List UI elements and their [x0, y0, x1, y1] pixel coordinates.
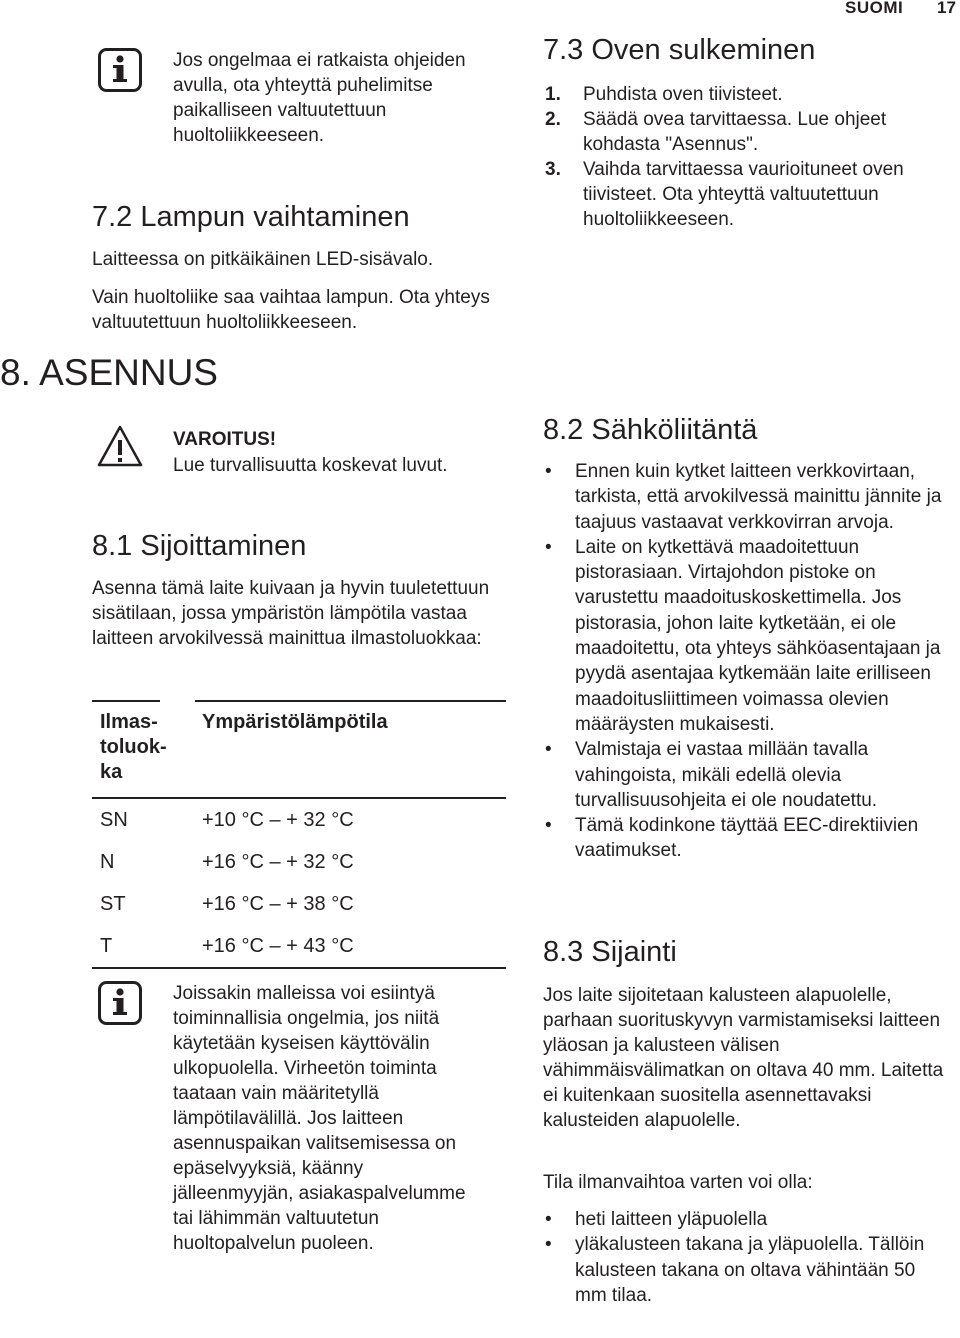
warning-title: VAROITUS!	[173, 429, 277, 450]
temp-cell: +10 °C – + 32 °C	[202, 808, 354, 831]
warning-text: Lue turvallisuutta koskevat luvut.	[173, 455, 448, 476]
temp-cell: +16 °C – + 32 °C	[202, 850, 354, 873]
class-cell: SN	[100, 808, 128, 831]
list-item: • heti laitteen yläpuolella	[545, 1209, 768, 1230]
heading-7-2: 7.2 Lampun vaihtaminen	[92, 201, 410, 233]
paragraph-placement: Asenna tämä laite kuivaan ja hyvin tuuletettuun sisätilaan, jossa ympäristön lämpötila vastaa laitteen arvokilvessä mainittua ilmastoluokkaa:	[92, 578, 490, 649]
table-row	[92, 925, 506, 968]
heading-8-2: 8.2 Sähköliitäntä	[543, 414, 758, 446]
heading-7-3: 7.3 Oven sulkeminen	[543, 34, 816, 66]
table-row	[92, 841, 506, 883]
table-row	[92, 883, 506, 925]
list-item: • Tämä kodinkone täyttää EEC-direktiivien vaatimukset.	[545, 815, 919, 862]
heading-8-3: 8.3 Sijainti	[543, 936, 677, 968]
list-item: • yläkalusteen takana ja yläpuolella. Tällöin kalusteen takana on oltava vähintään 50 mm tilaa.	[545, 1234, 925, 1306]
paragraph-lamp-service: Vain huoltoliike saa vaihtaa lampun. Ota yhteys valtuutettuun huoltoliikkeeseen.	[92, 287, 490, 333]
info-note-contact: Jos ongelmaa ei ratkaista ohjeiden avulla, ota yhteyttä puhelimitse paikalliseen valtuutettuun huoltoliikkeeseen.	[173, 50, 466, 146]
list-item: • Ennen kuin kytket laitteen verkkovirtaan, tarkista, että arvokilvessä mainittu jännite ja taajuus vastaavat verkkovirran arvoja.	[545, 461, 942, 533]
paragraph-location: Jos laite sijoitetaan kalusteen alapuolelle, parhaan suorituskyvyn varmistamiseksi laitteen yläosan ja kalusteen välisen vähimmäisvälimatkan on oltava 40 mm. Laitetta ei kuitenkaan suositella asennettavaksi kalusteiden alapuolelle.	[543, 985, 944, 1131]
info-icon	[98, 981, 142, 1025]
paragraph-led: Laitteessa on pitkäikäinen LED-sisävalo.	[92, 249, 434, 270]
col-header-class: Ilmas- toluok- ka	[92, 702, 194, 798]
electrical-bullets	[543, 459, 960, 864]
temp-cell: +16 °C – + 38 °C	[202, 892, 354, 915]
heading-8-asennus: 8. ASENNUS	[0, 352, 218, 393]
list-item: 1. Puhdista oven tiivisteet.	[545, 84, 783, 105]
list-item: • Laite on kytkettävä maadoitettuun pistorasiaan. Virtajohdon pistoke on varustettu maadoituskoskettimella. Jos pistorasia, johon laite kytketään, ei ole maadoitettu, ota yhteys sähköasentajaan ja pyydä asentajaa kytkemään laite erilliseen maadoitusliittimeen voimassa olevien määräysten mukaisesti.	[545, 536, 941, 735]
page-number: 17	[937, 0, 956, 17]
list-item: • Valmistaja ei vastaa millään tavalla vahingoista, mikäli edellä olevia turvallisuusohjeita ei ole noudatettu.	[545, 739, 878, 811]
table-row	[92, 798, 506, 841]
ventilation-bullets	[543, 1207, 943, 1308]
climate-class-table	[92, 702, 506, 969]
col-header-temperature: Ympäristölämpötila	[194, 702, 506, 798]
info-icon	[98, 48, 142, 92]
class-cell: ST	[100, 892, 126, 915]
temp-cell: +16 °C – + 43 °C	[194, 925, 506, 968]
door-steps-list	[543, 82, 953, 232]
warning-icon	[96, 424, 144, 468]
table-header-row	[92, 702, 506, 798]
paragraph-ventilation: Tila ilmanvaihtoa varten voi olla:	[543, 1172, 813, 1193]
heading-8-1: 8.1 Sijoittaminen	[92, 530, 307, 562]
info-note-temperature: Joissakin malleissa voi esiintyä toiminnallisia ongelmia, jos niitä käytetään kyseisen käyttövälin ulkopuolella. Virheetön toiminta taataan vain määritetyllä lämpötilavälillä. Jos laitteen asennuspaikan valitsemisessa on epäselvyyksiä, käänny jälleenmyyjän, asiakaspalvelumme tai lähimmän valtuutetun huoltopalvelun puoleen.	[173, 983, 466, 1254]
section-label: SUOMI	[845, 0, 904, 17]
class-cell: T	[92, 925, 194, 968]
list-item: 2. Säädä ovea tarvittaessa. Lue ohjeet kohdasta "Asennus".	[545, 109, 887, 155]
list-item: 3. Vaihda tarvittaessa vaurioituneet oven tiivisteet. Ota yhteyttä valtuutettuun huoltoliikkeeseen.	[545, 159, 904, 230]
class-cell: N	[100, 850, 115, 873]
